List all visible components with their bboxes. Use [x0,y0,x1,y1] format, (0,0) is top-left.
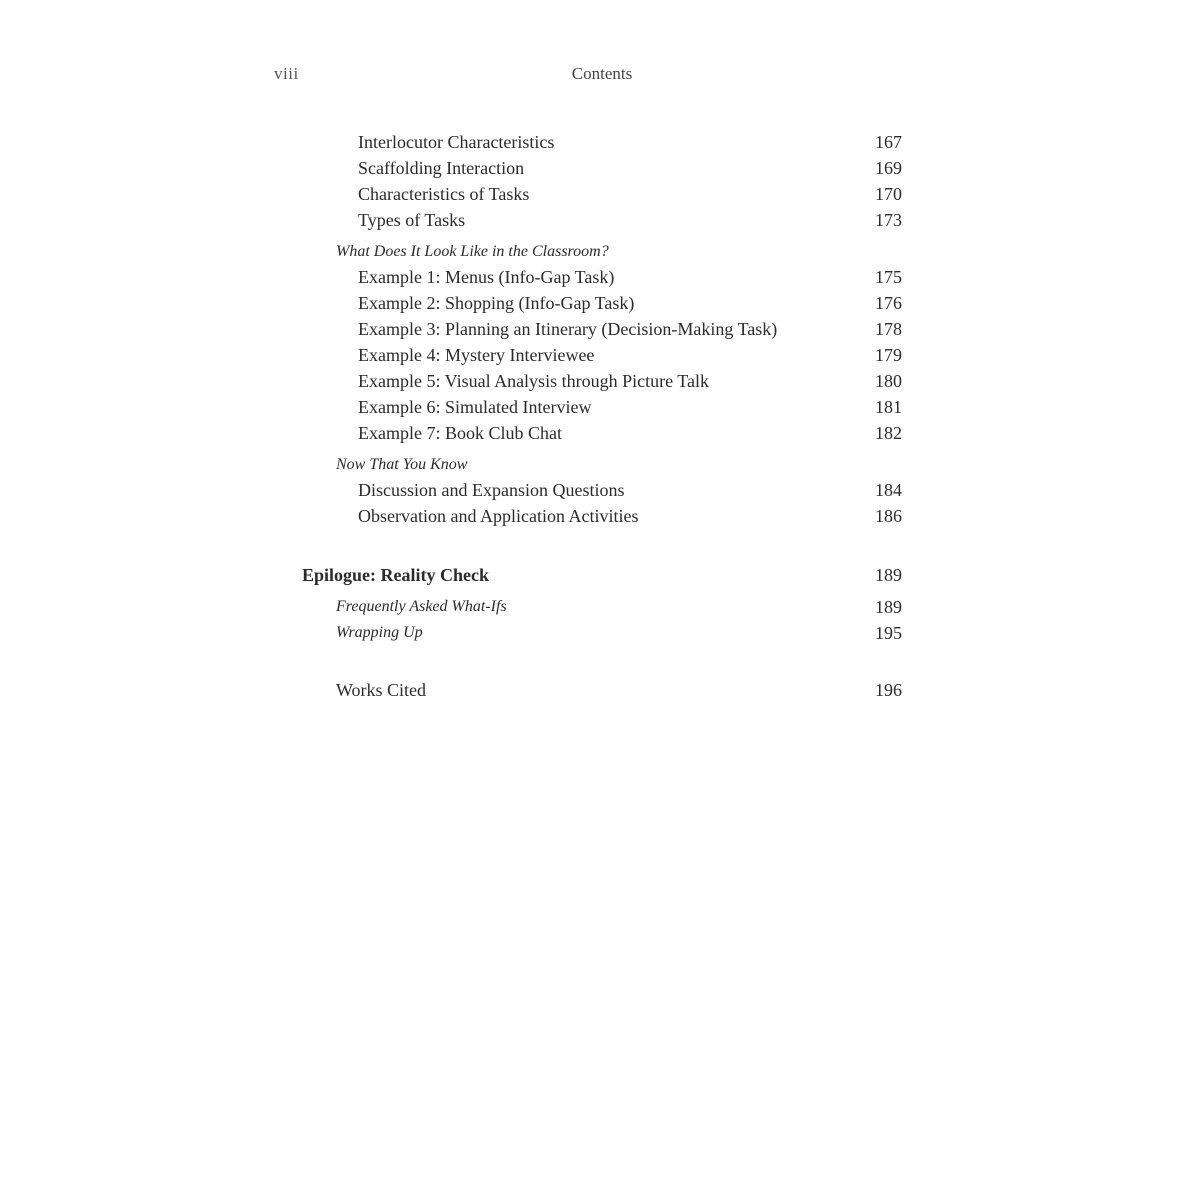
toc-section-page: 189 [875,597,902,617]
toc-entry-title: Observation and Application Activities [358,506,639,526]
toc-entry-title: Example 1: Menus (Info-Gap Task) [358,267,615,287]
toc-entry-title: Example 7: Book Club Chat [358,423,562,443]
toc-entry-page: 186 [875,506,902,526]
toc-entry-page: 180 [875,371,902,391]
toc-entry[interactable] [358,130,902,154]
toc-entry-title: Characteristics of Tasks [358,184,530,204]
toc-entry[interactable] [358,291,902,315]
toc-entry[interactable] [358,421,902,445]
toc-chapter-title: Epilogue: Reality Check [302,565,489,585]
toc-entry[interactable] [358,182,902,206]
toc-entry[interactable] [358,317,902,341]
toc-entry[interactable] [358,343,902,367]
toc-entry-title: Scaffolding Interaction [358,158,525,178]
page-number: viii [274,64,299,83]
toc-entry-page: 167 [875,132,902,152]
toc-section-title: Wrapping Up [336,624,423,641]
toc-section-title: What Does It Look Like in the Classroom? [336,243,609,260]
toc-entry[interactable] [358,265,902,289]
toc-section-title: Frequently Asked What-Ifs [336,598,507,615]
toc-entry[interactable] [358,395,902,419]
toc-entry[interactable] [358,504,902,528]
toc-entry-title: Example 6: Simulated Interview [358,397,592,417]
toc-entry-page: 169 [875,158,902,178]
toc-section-heading[interactable] [336,240,902,264]
toc-section-entry[interactable] [336,595,902,619]
toc-entry-title: Discussion and Expansion Questions [358,480,625,500]
toc-entry-title: Interlocutor Characteristics [358,132,555,152]
toc-entry-page: 173 [875,210,902,230]
page-header [0,64,1200,92]
running-head: Contents [571,64,633,83]
toc-entry-page: 181 [875,397,902,417]
toc-entry[interactable] [358,478,902,502]
toc-entry-page: 184 [875,480,902,500]
toc-works-cited-entry[interactable] [336,678,902,702]
toc-chapter-entry[interactable] [302,563,902,587]
toc-entry-page: 170 [875,184,902,204]
toc-entry-page: 179 [875,345,902,365]
toc-entry-page: 182 [875,423,902,443]
toc-entry[interactable] [358,156,902,180]
toc-section-heading[interactable] [336,453,902,477]
toc-entry[interactable] [358,208,902,232]
toc-entry-page: 178 [875,319,902,339]
toc-entry-title: Example 2: Shopping (Info-Gap Task) [358,293,635,313]
toc-entry-title: Example 4: Mystery Interviewee [358,345,595,365]
toc-entry-title: Example 3: Planning an Itinerary (Decision-Making Task) [358,319,778,339]
toc-section-title: Now That You Know [336,456,468,473]
toc-section-entry[interactable] [336,621,902,645]
toc-entry[interactable] [358,369,902,393]
toc-chapter-page: 189 [875,565,902,585]
toc-entry-page: 175 [875,267,902,287]
toc-entry-page: 176 [875,293,902,313]
toc-entry-title: Types of Tasks [358,210,466,230]
toc-section-page: 195 [875,623,902,643]
toc-entry-title: Example 5: Visual Analysis through Picture Talk [358,371,709,391]
toc-entry-page: 196 [875,680,902,700]
toc-entry-title: Works Cited [336,680,427,700]
